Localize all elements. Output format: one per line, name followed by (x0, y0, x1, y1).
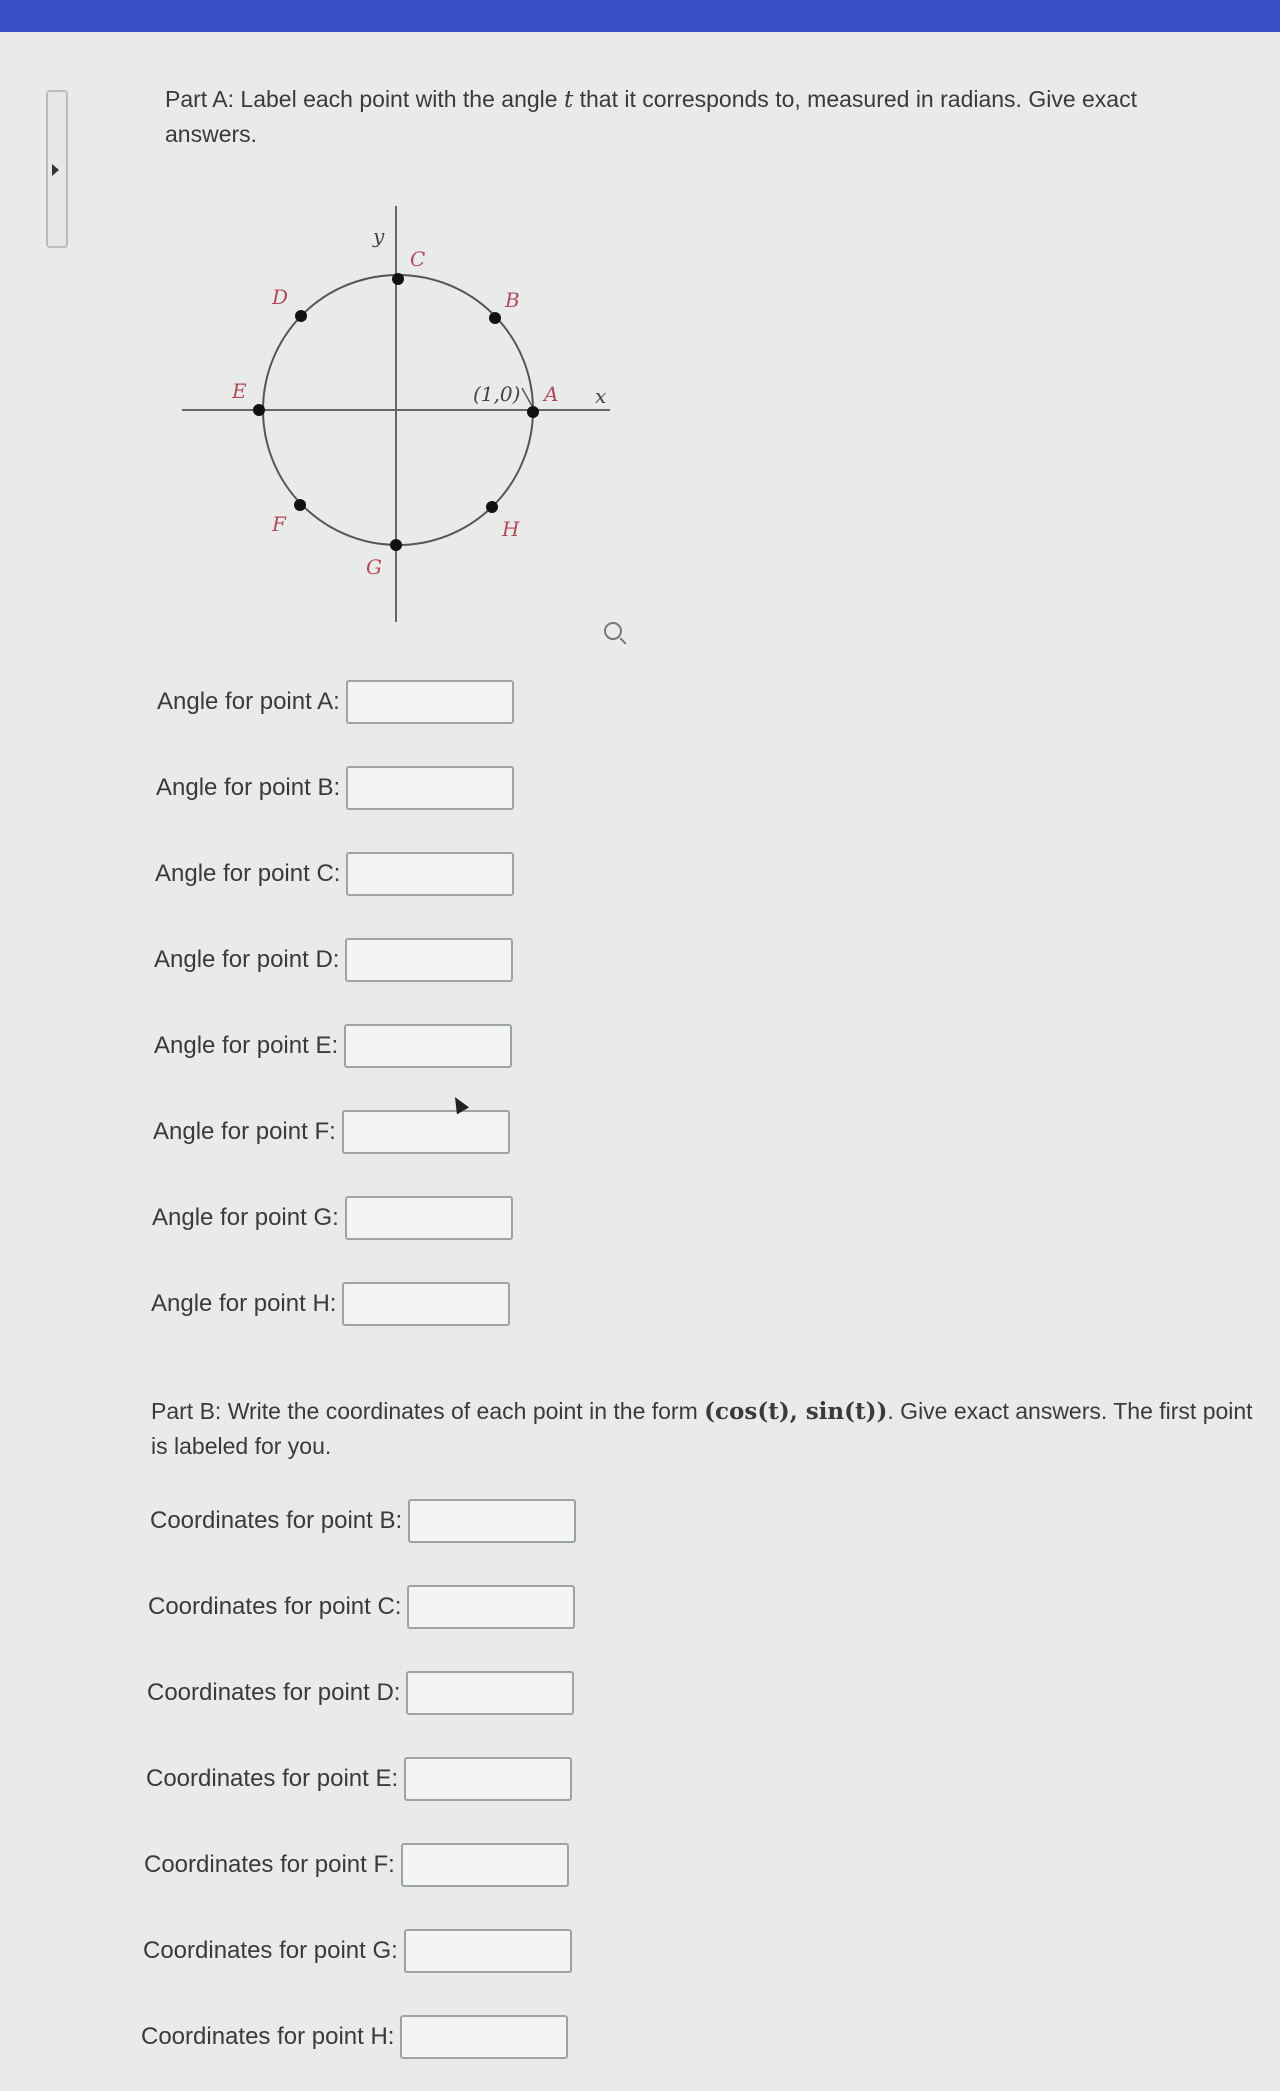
point-b-label: B (505, 288, 520, 312)
coord-row-h (141, 2013, 568, 2061)
coord-label-c: Coordinates for point C: (148, 1593, 402, 1620)
angle-input-a[interactable] (346, 680, 514, 724)
angle-label-d: Angle for point D: (154, 946, 340, 973)
coord-label-b: Coordinates for point B: (150, 1507, 403, 1534)
point-d-label: D (272, 285, 289, 309)
angle-label-h: Angle for point H: (151, 1290, 337, 1317)
coord-row-d (147, 1669, 574, 1717)
point-g-dot (390, 539, 402, 551)
point-a-pointer (522, 388, 532, 406)
coord-input-f[interactable] (401, 1843, 569, 1887)
coord-label-f: Coordinates for point F: (144, 1851, 395, 1878)
coord-input-b[interactable] (408, 1499, 576, 1543)
point-a-dot (527, 406, 539, 418)
point-h-dot (486, 501, 498, 513)
point-c-dot (392, 273, 404, 285)
point-f-dot (294, 499, 306, 511)
coord-label-g: Coordinates for point G: (143, 1937, 398, 1964)
point-c-label: C (410, 247, 426, 271)
coord-input-h[interactable] (400, 2015, 568, 2059)
angle-input-f[interactable] (342, 1110, 510, 1154)
part-a-instructions (165, 82, 1215, 151)
x-axis-label: x (595, 384, 607, 408)
coord-row-f (144, 1841, 569, 1889)
angle-row-b (156, 764, 514, 812)
angle-row-e (154, 1022, 512, 1070)
point-f-label: F (272, 512, 286, 536)
angle-label-g: Angle for point G: (152, 1204, 339, 1231)
point-g-label: G (366, 555, 382, 579)
coord-label: (1,0) (473, 382, 521, 406)
coord-input-d[interactable] (406, 1671, 574, 1715)
part-a-text-start: Part A: Label each point with the angle (165, 86, 564, 112)
angle-input-e[interactable] (344, 1024, 512, 1068)
coord-row-g (143, 1927, 572, 1975)
point-b-dot (489, 312, 501, 324)
angle-label-b: Angle for point B: (156, 774, 341, 801)
angle-row-f (153, 1108, 510, 1156)
coord-label-e: Coordinates for point E: (146, 1765, 399, 1792)
point-d-dot (295, 310, 307, 322)
angle-input-h[interactable] (342, 1282, 510, 1326)
coord-input-e[interactable] (404, 1757, 572, 1801)
angle-input-g[interactable] (345, 1196, 513, 1240)
point-a-label: A (544, 382, 559, 406)
part-b-text-end: . Give exact answers. The first point is labeled for you. (151, 1398, 1253, 1459)
angle-label-a: Angle for point A: (157, 688, 340, 715)
angle-row-c (155, 850, 514, 898)
coord-row-e (146, 1755, 572, 1803)
point-h-label: H (502, 517, 520, 541)
part-b-formula: (cos(t), sin(t)) (704, 1398, 888, 1425)
coord-label-d: Coordinates for point D: (147, 1679, 401, 1706)
angle-row-a (157, 678, 514, 726)
point-e-label: E (232, 379, 247, 403)
angle-row-g (152, 1194, 513, 1242)
top-bar (0, 0, 1280, 32)
coord-row-b (150, 1497, 576, 1545)
coord-row-c (148, 1583, 575, 1631)
angle-input-c[interactable] (346, 852, 514, 896)
zoom-magnifier-icon[interactable] (604, 622, 622, 640)
part-b-text-start: Part B: Write the coordinates of each point in the form (151, 1398, 705, 1424)
angle-row-h (151, 1280, 510, 1328)
coord-label-h: Coordinates for point H: (141, 2023, 395, 2050)
unit-circle-svg (170, 200, 630, 630)
angle-label-c: Angle for point C: (155, 860, 341, 887)
point-e-dot (253, 404, 265, 416)
angle-label-e: Angle for point E: (154, 1032, 339, 1059)
angle-input-d[interactable] (345, 938, 513, 982)
part-a-text-end: that it corresponds to, measured in radians. Give exact answers. (165, 86, 1137, 147)
part-a-variable: t (563, 87, 574, 113)
coord-input-c[interactable] (407, 1585, 575, 1629)
angle-input-b[interactable] (346, 766, 514, 810)
unit-circle-figure (170, 200, 630, 630)
part-b-instructions (151, 1394, 1261, 1463)
coord-input-g[interactable] (404, 1929, 572, 1973)
expand-arrow-icon[interactable] (52, 164, 59, 176)
angle-label-f: Angle for point F: (153, 1118, 336, 1145)
y-axis-label: y (373, 224, 385, 248)
angle-row-d (154, 936, 513, 984)
